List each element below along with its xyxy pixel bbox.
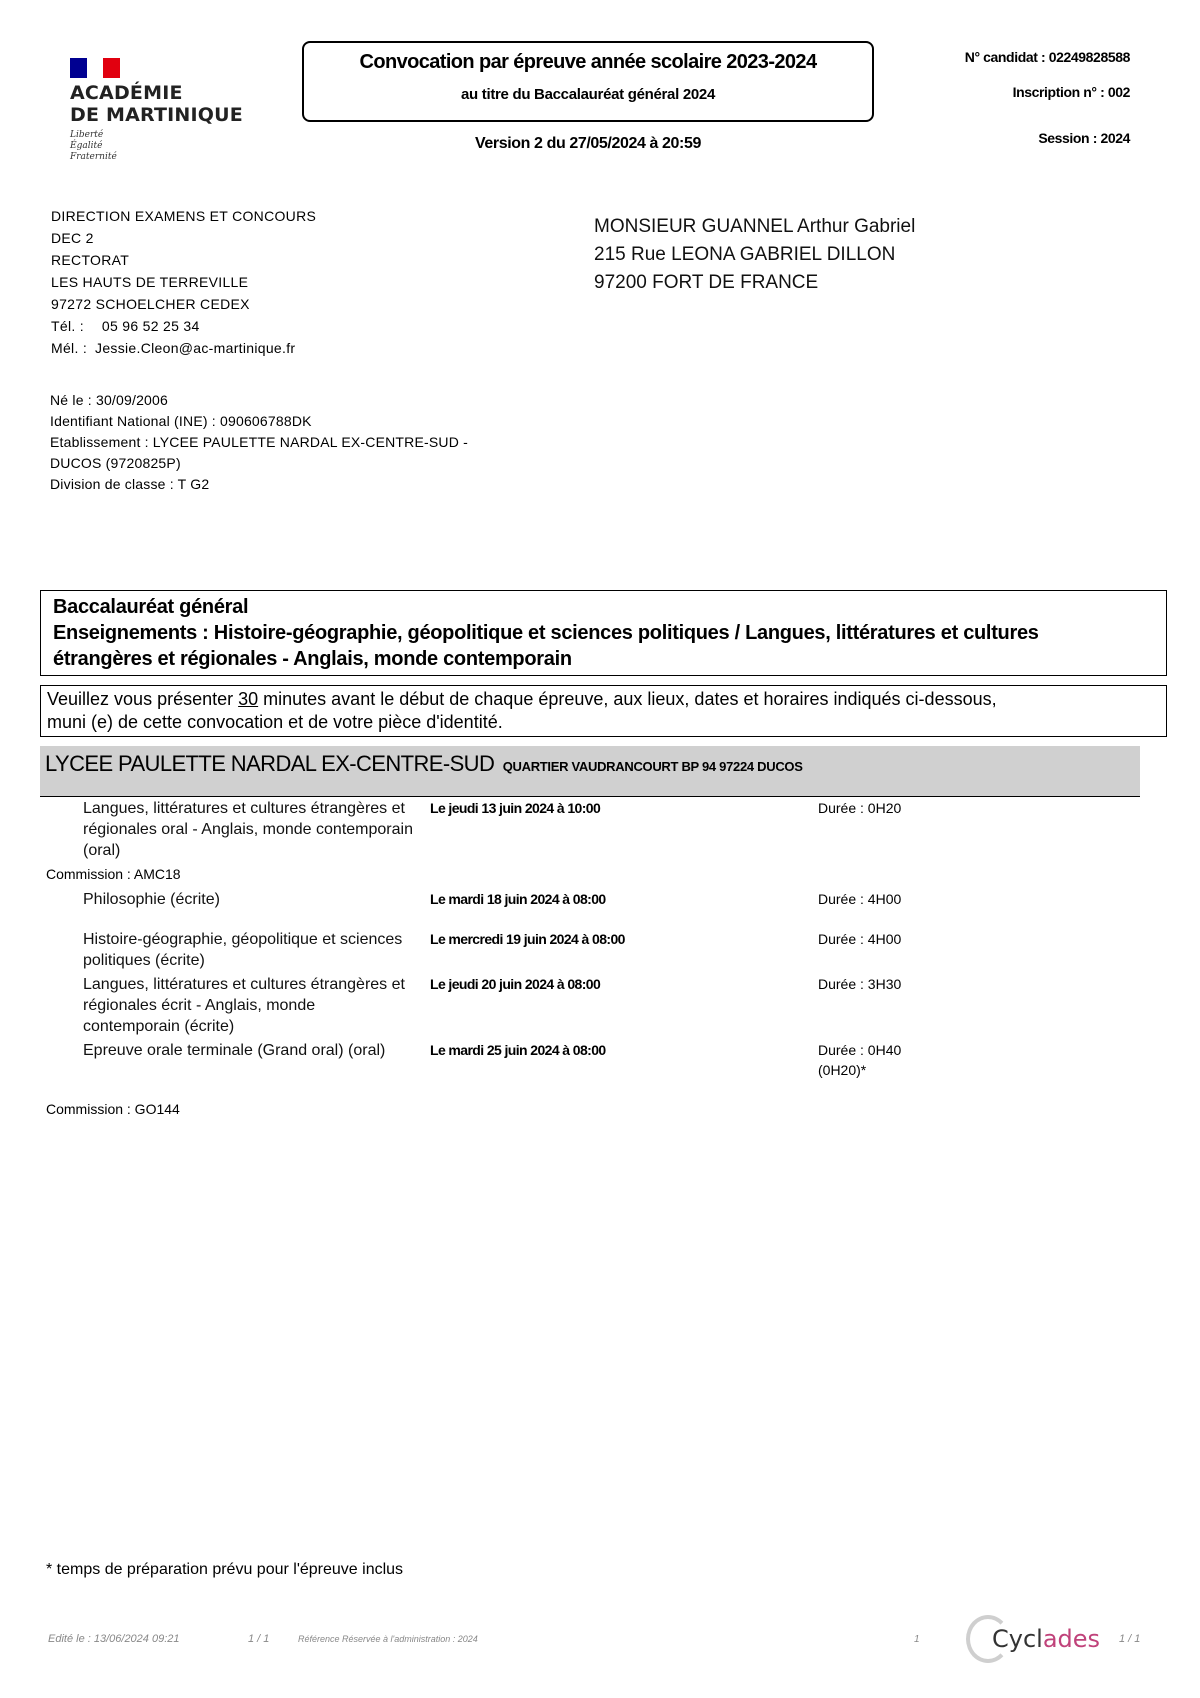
exam-duration: Durée : 4H00: [818, 931, 902, 947]
logo-line-1: ACADÉMIE: [70, 82, 183, 104]
exam-date: Le jeudi 13 juin 2024 à 10:00: [430, 800, 601, 816]
exam-duration: Durée : 4H00: [818, 891, 902, 907]
document-title: Convocation par épreuve année scolaire 2023-2024: [359, 51, 817, 73]
commission-label: Commission : GO144: [46, 1101, 180, 1117]
exam-date: Le mardi 18 juin 2024 à 08:00: [430, 891, 606, 907]
recipient-line: 97200 FORT DE FRANCE: [594, 272, 819, 293]
footer-mid-number: 1: [914, 1634, 920, 1645]
inscription-number: Inscription n° : 002: [1012, 84, 1130, 100]
recipient-line: MONSIEUR GUANNEL Arthur Gabriel: [594, 216, 916, 237]
sender-line: RECTORAT: [51, 252, 130, 268]
cyclades-logo: [966, 1615, 1100, 1663]
exam-location-band: [40, 746, 1140, 797]
session: Session : 2024: [1038, 130, 1130, 146]
document-subtitle: au titre du Baccalauréat général 2024: [460, 86, 716, 103]
exam-date: Le mercredi 19 juin 2024 à 08:00: [430, 931, 625, 947]
edited-date: Edité le : 13/06/2024 09:21: [48, 1633, 180, 1645]
exam-subject: Langues, littératures et cultures étrangères et régionales oral - Anglais, monde contemporain (oral): [83, 800, 413, 859]
admin-reference: Référence Réservée à l'administration : 2024: [298, 1634, 478, 1644]
location-address: QUARTIER VAUDRANCOURT BP 94 97224 DUCOS: [502, 759, 803, 774]
footnote: * temps de préparation prévu pour l'épreuve inclus: [46, 1561, 404, 1578]
exam-subjects-box: [40, 590, 1167, 676]
sender-email: Mél. : Jessie.Cleon@ac-martinique.fr: [51, 340, 296, 356]
class-division: Division de classe : T G2: [50, 476, 210, 492]
exam-subject: Epreuve orale terminale (Grand oral) (oral): [83, 1042, 386, 1059]
cyclades-wordmark: Cyclades: [992, 1625, 1101, 1653]
exam-duration: Durée : 3H30: [818, 976, 902, 992]
page-number-left: 1 / 1: [248, 1633, 270, 1645]
birth-date: Né le : 30/09/2006: [50, 392, 169, 408]
exam-subject: Philosophie (écrite): [83, 891, 220, 908]
school-line-2: DUCOS (9720825P): [50, 455, 181, 471]
academie-logo: [70, 58, 243, 163]
candidate-number: N° candidat : 02249828588: [964, 49, 1130, 65]
arrival-notice: Veuillez vous présenter 30 minutes avant le début de chaque épreuve, aux lieux, dates et horaires indiqués ci-dessous, muni (e) de cette convocation et de votre pièce d'identité.: [40, 685, 1167, 737]
specialties-line-2: étrangères et régionales - Anglais, monde contemporain: [53, 648, 572, 670]
specialties-line-1: Enseignements : Histoire-géographie, géopolitique et sciences politiques / Langues, littératures et cultures: [53, 622, 1039, 644]
page-number-right: 1 / 1: [1119, 1633, 1141, 1645]
exam-subject: Histoire-géographie, géopolitique et sciences politiques (écrite): [83, 931, 403, 969]
candidate-info: [50, 390, 468, 495]
sender-phone: Tél. : 05 96 52 25 34: [51, 318, 200, 334]
version-line: Version 2 du 27/05/2024 à 20:59: [475, 135, 701, 152]
exam-type: Baccalauréat général: [53, 596, 249, 618]
sender-line: 97272 SCHOELCHER CEDEX: [51, 296, 250, 312]
arrival-minutes: 30: [238, 689, 259, 709]
exam-subject: Langues, littératures et cultures étrangères et régionales écrit - Anglais, monde contemporain (écrite): [83, 976, 405, 1035]
marianne-flag-icon: [70, 58, 120, 78]
exam-duration: Durée : 0H40 (0H20)*: [818, 1042, 902, 1078]
exam-date: Le mardi 25 juin 2024 à 08:00: [430, 1042, 606, 1058]
recipient-block: [594, 213, 915, 297]
duration-note: (0H20)*: [818, 1062, 867, 1078]
recipient-line: 215 Rue LEONA GABRIEL DILLON: [594, 244, 896, 265]
sender-line: LES HAUTS DE TERREVILLE: [51, 274, 249, 290]
commission-label: Commission : AMC18: [46, 866, 181, 882]
logo-motto: Liberté Égalité Fraternité: [70, 130, 117, 162]
exam-duration: Durée : 0H20: [818, 800, 902, 816]
title-box: [302, 41, 874, 122]
school-line-1: Etablissement : LYCEE PAULETTE NARDAL EX-CENTRE-SUD -: [50, 434, 468, 450]
ine: Identifiant National (INE) : 090606788DK: [50, 413, 312, 429]
sender-line: DIRECTION EXAMENS ET CONCOURS: [51, 208, 317, 224]
exam-date: Le jeudi 20 juin 2024 à 08:00: [430, 976, 601, 992]
location-name: LYCEE PAULETTE NARDAL EX-CENTRE-SUD: [45, 751, 495, 776]
sender-block: [51, 205, 316, 359]
sender-line: DEC 2: [51, 230, 94, 246]
logo-line-2: DE MARTINIQUE: [70, 104, 243, 126]
